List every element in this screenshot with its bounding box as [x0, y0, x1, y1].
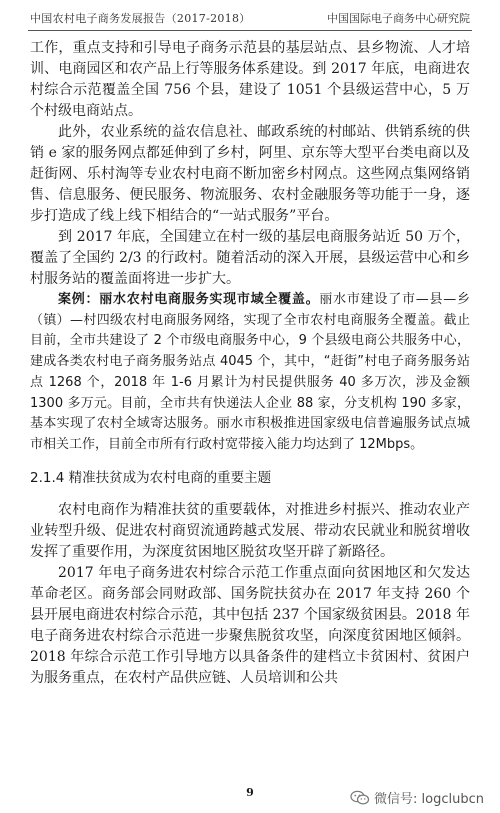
section-heading: 2.1.4 精准扶贫成为农村电商的重要主题 — [30, 469, 272, 486]
paragraph-poverty-alleviation: 农村电商作为精准扶贫的重要载体，对推进乡村振兴、推动农业产业转型升级、促进农村商贸流通跨越式发展、带动农民就业和脱贫增收发挥了重要作用，为深度贫困地区脱贫攻坚开辟了新路径。 — [30, 501, 470, 560]
header-institute: 中国国际电子商务中心研究院 — [327, 12, 470, 25]
page-body — [30, 38, 470, 689]
paragraph-2017-stations: 到 2017 年底，全国建立在村一级的基层电商服务站近 50 万个，覆盖了全国约 2/3 的行政村。随着活动的深入开展，县级运营中心和乡村服务站的覆盖面将进一步扩大。 — [30, 229, 470, 287]
paragraph-continued: 工作，重点支持和引导电子商务示范县的基层站点、县乡物流、人才培训、电商园区和农产品上行等服务体系建设。到 2017 年底，电商进农村综合示范覆盖全国 756 个县，建设了 1051 个县级运营中心，5 万个村级电商站点。 — [30, 40, 470, 119]
wechat-icon — [350, 790, 370, 806]
case-study-body: 丽水市建设了市—县—乡（镇）—村四级农村电商服务网络，实现了全市农村电商服务全覆盖。截止目前，全市共建设了 2 个市级电商服务中心，9 个县级电商公共服务中心，建成各类农村电子商务服务站点 4045 个，其中，“赶街”村电子商务服务站点 1268 个，2018 年 1-6 月累计为村民提供服务 40 多万次，涉及金额 1300 多万元。目前，全市共有快递法人企业 88 家，分支机构 190 多家，基本实现了农村全域寄达服务。丽水市积极推进国家级电信普遍服务试点城市相关工作，目前全市所有行政村宽带接入能力均达到了 12Mbps。 — [30, 292, 470, 452]
page-number: 9 — [246, 786, 254, 799]
paragraph-service-networks: 此外，农业系统的益农信息社、邮政系统的村邮站、供销系统的供销 e 家的服务网点都延伸到了乡村，阿里、京东等大型平台类电商以及赶街网、乐村淘等专业农村电商不断加密乡村网点。这些网点集网络销售、信息服务、便民服务、物流服务、农村金融服务等功能于一身，逐步打造成了线上线下相结合的“一站式服务”平台。 — [30, 124, 470, 224]
case-study-lishui — [30, 290, 470, 456]
watermark-text: 微信号: logclubcn — [374, 792, 484, 807]
header-rule — [28, 30, 472, 31]
paragraph-2017-demonstration: 2017 年电子商务进农村综合示范工作重点面向贫困地区和欠发达革命老区。商务部会同财政部、国务院扶贫办在 2017 年支持 260 个县开展电商进农村综合示范，其中包括 237 个国家级贫困县。2018 年电子商务进农村综合示范进一步聚焦脱贫攻坚，向深度贫困地区倾斜。2018 年综合示范工作引导地方以具备条件的建档立卡贫困村、贫困户为服务重点，在农村产品供应链、人员培训和公共 — [30, 564, 470, 686]
wechat-watermark — [350, 788, 484, 807]
page-header — [0, 0, 500, 34]
case-study-title: 案例：丽水农村电商服务实现市域全覆盖。 — [58, 292, 320, 307]
header-report-title: 中国农村电子商务发展报告（2017-2018） — [30, 12, 251, 25]
